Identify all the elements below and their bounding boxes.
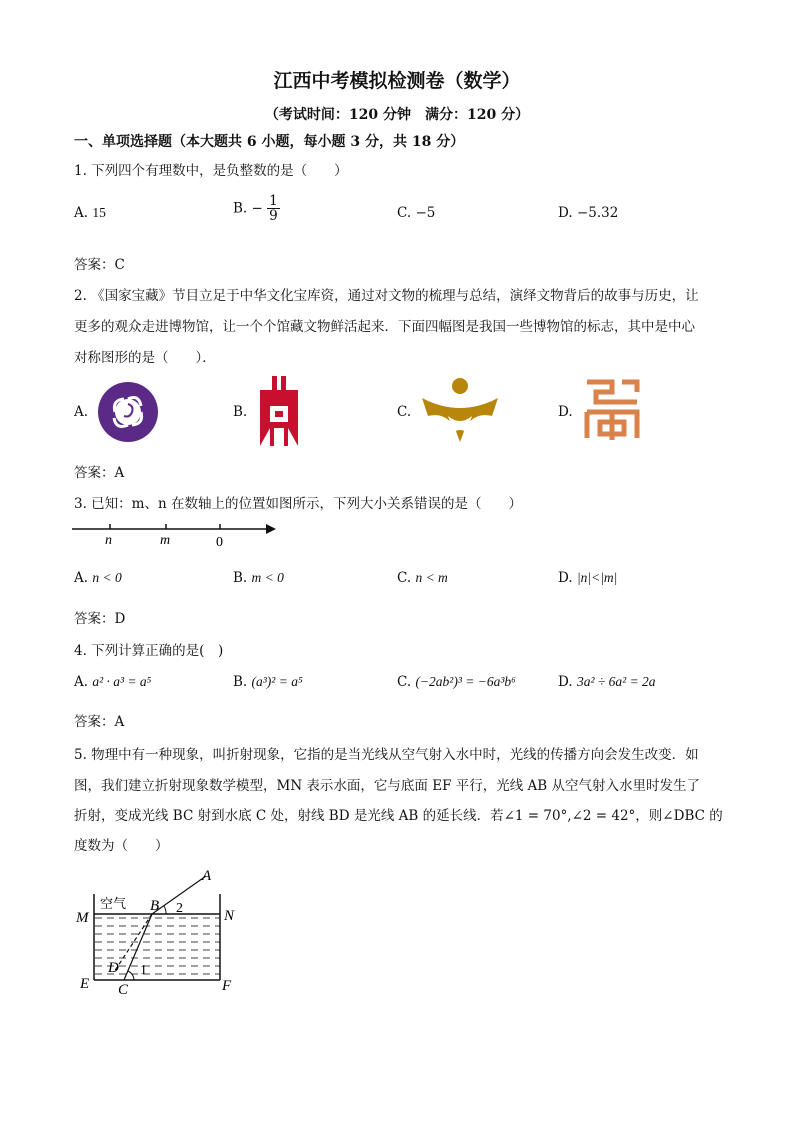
label-B: B	[150, 898, 160, 914]
label-D: D	[108, 960, 119, 976]
q3-option-a-label: A.	[74, 570, 89, 586]
q3-option-d-label: D.	[558, 570, 573, 586]
q2-logo-c-icon	[420, 376, 500, 444]
q1-option-a-value: 15	[92, 205, 106, 220]
q3-option-b-expr: m < 0	[251, 570, 284, 585]
q5-line3: 折射，变成光线 BC 射到水底 C 处，射线 BD 是光线 AB 的延长线．若∠1 = 70°,∠2 = 42°，则∠DBC 的	[74, 808, 723, 824]
q2-stem-line2: 更多的观众走进博物馆，让一个个馆藏文物鲜活起来．下面四幅图是我国一些博物馆的标志，其中是中心	[74, 319, 695, 335]
q2-logo-d-icon	[582, 378, 642, 442]
q4-option-a-label: A.	[74, 674, 89, 690]
q5-refraction-figure	[70, 866, 250, 996]
q2-stem-line1: 2. 《国家宝藏》节目立足于中华文化宝库资，通过对文物的梳理与总结，演绎文物背后的故事与历史，让	[74, 288, 699, 304]
q2-stem-line3: 对称图形的是（ ）．	[74, 350, 216, 366]
axis-label-n: n	[105, 533, 112, 548]
q4-answer: 答案：A	[74, 714, 125, 730]
q4-option-a-expr: a² · a³ = a⁵	[92, 674, 152, 689]
q3-number-line	[70, 518, 280, 548]
q1-option-b-label: B.	[233, 200, 248, 217]
q1-answer: 答案：C	[74, 257, 125, 273]
exam-title: 江西中考模拟检测卷（数学）	[273, 70, 521, 92]
q1-option-b-denominator: 9	[269, 208, 278, 224]
q4-option-d-label: D.	[558, 674, 573, 690]
q4-stem: 4. 下列计算正确的是( )	[74, 643, 224, 659]
q4-option-d-expr: 3a² ÷ 6a² = 2a	[576, 674, 656, 689]
q1-option-a-label: A.	[74, 205, 89, 221]
q4-option-c[interactable]	[397, 674, 516, 690]
q3-option-b[interactable]	[233, 570, 284, 586]
label-angle2: 2	[176, 901, 183, 916]
label-F: F	[222, 978, 232, 994]
exam-subtitle: （考试时间：120 分钟 满分：120 分）	[264, 107, 530, 123]
q4-option-d[interactable]	[558, 674, 656, 690]
q2-option-b-label[interactable]: B.	[233, 404, 248, 420]
q1-option-d-value: −5.32	[576, 205, 619, 221]
q3-option-a-expr: n < 0	[92, 570, 122, 585]
axis-label-zero: 0	[216, 535, 223, 548]
q1-option-c-value: −5	[415, 205, 436, 221]
q1-option-a[interactable]	[74, 205, 106, 221]
q2-option-c-label[interactable]: C.	[397, 404, 412, 420]
q2-option-a-label[interactable]: A.	[74, 404, 89, 420]
q1-option-b-numerator: 1	[269, 193, 278, 209]
q3-option-a[interactable]	[74, 570, 122, 586]
q1-option-b-fraction	[267, 194, 280, 223]
q5-line2: 图，我们建立折射现象数学模型，MN 表示水面，它与底面 EF 平行，光线 AB 从空气射入水里时发生了	[74, 778, 700, 794]
q3-option-c-expr: n < m	[415, 570, 448, 585]
q3-answer: 答案：D	[74, 611, 126, 627]
q1-option-b[interactable]	[233, 194, 280, 223]
label-angle1: 1	[140, 963, 147, 978]
q3-option-d-expr: |n|<|m|	[576, 570, 618, 585]
q1-option-d[interactable]	[558, 205, 618, 221]
q1-option-c[interactable]	[397, 205, 435, 221]
q2-answer: 答案：A	[74, 465, 125, 481]
q3-option-d[interactable]	[558, 570, 617, 586]
q5-line4: 度数为（ ）	[74, 838, 169, 854]
label-A: A	[202, 868, 212, 884]
q3-option-c[interactable]	[397, 570, 448, 586]
label-air: 空气	[100, 897, 127, 912]
label-N: N	[224, 908, 235, 924]
q2-logo-b-icon	[256, 376, 302, 446]
label-E: E	[80, 976, 90, 992]
label-C: C	[118, 982, 129, 996]
q4-option-b-label: B.	[233, 674, 248, 690]
label-M: M	[76, 910, 89, 926]
q1-option-c-label: C.	[397, 205, 412, 221]
q3-stem: 3. 已知：m、n 在数轴上的位置如图所示，下列大小关系错误的是（ ）	[74, 496, 522, 512]
q2-option-d-label[interactable]: D.	[558, 404, 573, 420]
q1-option-b-sign: −	[251, 200, 263, 217]
q5-line1: 5. 物理中有一种现象，叫折射现象，它指的是当光线从空气射入水中时，光线的传播方向会发生改变．如	[74, 747, 699, 763]
q4-option-a[interactable]	[74, 674, 151, 690]
q4-option-b-expr: (a³)² = a⁵	[251, 674, 303, 689]
q4-option-c-label: C.	[397, 674, 412, 690]
axis-label-m: m	[160, 533, 171, 548]
q4-option-c-expr: (−2ab²)³ = −6a³b⁶	[415, 674, 516, 689]
q3-option-c-label: C.	[397, 570, 412, 586]
q4-option-b[interactable]	[233, 674, 303, 690]
q3-option-b-label: B.	[233, 570, 248, 586]
section-heading: 一、单项选择题（本大题共 6 小题，每小题 3 分，共 18 分）	[74, 134, 465, 150]
q1-stem: 1. 下列四个有理数中，是负整数的是（ ）	[74, 163, 348, 179]
q1-option-d-label: D.	[558, 205, 573, 221]
q2-logo-a-icon	[94, 380, 162, 444]
